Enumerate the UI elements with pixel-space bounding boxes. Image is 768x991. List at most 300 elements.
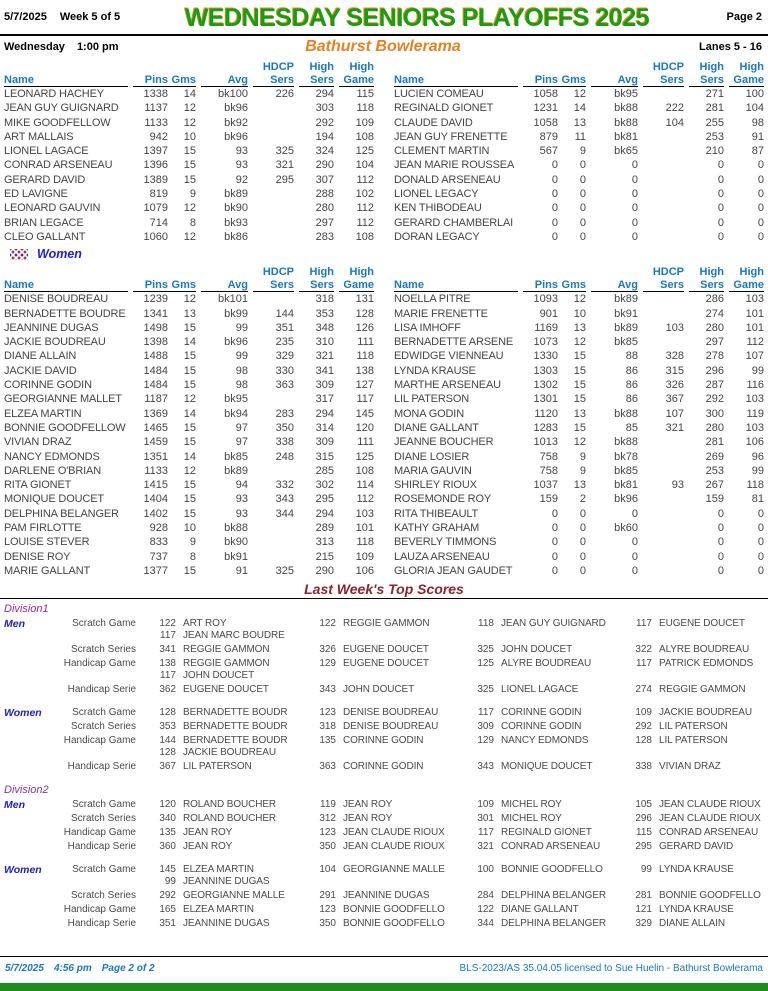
pins-value: 1397: [143, 145, 168, 158]
score-value: 121: [635, 904, 652, 916]
high-game-value: 0: [757, 159, 764, 172]
high-sers-value: 321: [315, 350, 334, 363]
score-line: [4, 747, 764, 759]
hdcp-sers-value: [248, 101, 294, 115]
player-row: [4, 116, 374, 130]
score-value: 117: [160, 630, 176, 642]
high-sers-value: 267: [705, 479, 724, 492]
score-name: JOHN DOUCET: [183, 670, 255, 682]
col-high: High: [739, 61, 764, 73]
col-game: Game: [724, 278, 764, 292]
score-entry: [470, 658, 628, 670]
col-name: Name: [4, 73, 128, 87]
score-entry: [628, 630, 764, 642]
player-name: JACKIE DAVID: [4, 364, 77, 377]
pins-value: 1283: [533, 421, 558, 434]
high-game-value: 106: [355, 564, 374, 577]
score-value: 138: [159, 658, 176, 670]
high-game-value: 125: [355, 450, 374, 463]
spacer: [4, 266, 248, 278]
col-game: Game: [334, 278, 374, 292]
high-game-value: 0: [757, 522, 764, 535]
hdcp-sers-value: [638, 216, 684, 230]
score-entry: [470, 761, 628, 773]
score-value: 123: [319, 707, 336, 719]
hdcp-sers-value: [638, 307, 684, 321]
score-name: ALYRE BOUDREAU: [659, 644, 750, 656]
player-name: DIANE ALLAIN: [4, 350, 77, 363]
score-value: 117: [478, 827, 494, 839]
score-entry: [152, 630, 312, 642]
pins-value: 1330: [533, 350, 558, 363]
week-label: Week 5 of 5: [59, 11, 121, 23]
col-hdcp: HDCP: [652, 61, 684, 73]
gms-value: 0: [579, 173, 586, 186]
pins-value: 1079: [143, 202, 168, 215]
table-header: [394, 278, 764, 292]
high-sers-value: 0: [717, 216, 724, 229]
score-name: EUGENE DOUCET: [343, 644, 429, 656]
col-name: Name: [4, 278, 128, 292]
score-name: BONNIE GOODFELLO: [659, 890, 761, 902]
score-entry: [628, 658, 764, 670]
hdcp-sers-value: [248, 230, 294, 244]
player-name: VIVIAN DRAZ: [4, 436, 72, 449]
hdcp-sers-value: [638, 230, 684, 244]
hdcp-sers-value: [248, 201, 294, 215]
high-game-value: 101: [745, 307, 764, 320]
score-entry: [152, 799, 312, 811]
player-name: LEONARD HACHEY: [4, 88, 104, 100]
high-sers-value: 194: [315, 130, 334, 143]
high-sers-value: 294: [315, 88, 334, 100]
player-row: [394, 292, 764, 306]
player-row: [394, 130, 764, 144]
score-entry: [152, 618, 312, 630]
player-row: [394, 435, 764, 449]
score-value: 122: [477, 904, 494, 916]
score-value: 362: [159, 684, 176, 696]
high-game-value: 118: [356, 102, 374, 115]
gms-value: 0: [579, 522, 586, 535]
pins-value: 1338: [143, 88, 168, 100]
avg-value: bk88: [614, 436, 638, 449]
score-value: 321: [477, 841, 494, 853]
high-sers-value: 317: [315, 393, 334, 406]
player-row: [4, 535, 374, 549]
pins-value: 1498: [143, 321, 168, 334]
score-name: JACKIE BOUDREAU: [659, 707, 752, 719]
footer-page: Page 2 of 2: [101, 963, 155, 974]
avg-value: bk81: [614, 479, 638, 492]
gms-value: 12: [183, 230, 196, 243]
high-game-value: 118: [356, 536, 374, 549]
score-entry: [152, 670, 312, 682]
score-value: 117: [636, 618, 652, 630]
high-sers-value: 300: [705, 407, 724, 420]
avg-value: bk90: [224, 202, 248, 215]
pins-value: 1137: [144, 102, 168, 115]
col-sers: Sers: [638, 278, 684, 292]
avg-value: 0: [631, 159, 638, 172]
pins-value: 1351: [143, 450, 168, 463]
player-name: ART MALLAIS: [4, 130, 74, 143]
high-game-value: 0: [757, 536, 764, 549]
score-entry: [628, 841, 764, 853]
score-entry: [470, 841, 628, 853]
score-line: [4, 644, 764, 656]
gms-value: 15: [183, 564, 196, 577]
hdcp-sers-value: [638, 87, 684, 101]
category-label: [52, 876, 152, 888]
player-name: DIANE LOSIER: [394, 450, 470, 463]
score-entry: [628, 827, 764, 839]
pins-value: 714: [149, 216, 168, 229]
avg-value: bk96: [224, 102, 248, 115]
men-left-table: [4, 61, 374, 244]
high-game-value: 118: [356, 350, 374, 363]
high-sers-value: 0: [717, 202, 724, 215]
pins-value: 1093: [533, 293, 558, 306]
score-entry: [312, 658, 470, 670]
score-value: 291: [319, 890, 336, 902]
score-value: 292: [159, 890, 176, 902]
hdcp-sers-value: [248, 292, 294, 306]
score-line: [4, 813, 764, 825]
score-entry: [470, 890, 628, 902]
high-game-value: 128: [355, 307, 374, 320]
pins-value: 833: [149, 536, 168, 549]
spacer: [394, 266, 638, 278]
score-entry: [312, 630, 470, 642]
men-right-table: [394, 61, 764, 244]
hdcp-sers-value: [248, 464, 294, 478]
pins-value: 1398: [143, 336, 168, 349]
score-value: 104: [319, 864, 336, 876]
high-game-value: 126: [355, 321, 374, 334]
division: [4, 784, 764, 930]
hdcp-sers-value: 104: [665, 116, 684, 129]
avg-value: bk89: [224, 188, 248, 201]
hdcp-sers-value: [638, 173, 684, 187]
high-sers-value: 0: [717, 522, 724, 535]
player-name: CLEO GALLANT: [4, 230, 86, 243]
gms-value: 15: [183, 321, 196, 334]
score-entry: [152, 918, 312, 930]
avg-value: 98: [235, 364, 248, 377]
category-label: Handicap Serie: [67, 841, 136, 853]
high-game-value: 145: [355, 407, 374, 420]
gms-value: 15: [183, 159, 196, 172]
category-label: [52, 670, 152, 682]
score-entry: [628, 890, 764, 902]
player-name: DARLENE O'BRIAN: [4, 464, 102, 477]
score-entry: [312, 827, 470, 839]
player-name: CONRAD ARSENEAU: [4, 159, 113, 172]
high-game-value: 99: [751, 464, 764, 477]
col-pins-gms: Pins Gms: [518, 73, 586, 87]
score-value: 122: [159, 618, 176, 630]
hdcp-sers-value: 103: [665, 321, 684, 334]
col-game: Game: [334, 73, 374, 87]
high-game-value: 103: [355, 507, 374, 520]
avg-value: bk101: [218, 293, 248, 306]
player-name: MARTHE ARSENEAU: [394, 379, 501, 392]
player-name: BRIAN LEGACE: [4, 216, 84, 229]
division-label: Division2: [4, 784, 49, 797]
avg-value: 86: [625, 379, 638, 392]
high-sers-value: 278: [705, 350, 724, 363]
group-label: [4, 644, 52, 656]
hdcp-sers-value: 329: [275, 350, 294, 363]
hdcp-sers-value: 321: [275, 159, 294, 172]
gms-value: 15: [183, 350, 196, 363]
player-name: CLEMENT MARTIN: [394, 145, 490, 158]
high-sers-value: 318: [315, 293, 334, 306]
score-name: GEORGIANNE MALLE: [183, 890, 285, 902]
player-name: SHIRLEY RIOUX: [394, 479, 477, 492]
high-game-value: 103: [745, 293, 764, 306]
score-group: [4, 864, 764, 930]
pins-value: 1013: [533, 436, 558, 449]
player-name: MONIQUE DOUCET: [4, 493, 104, 506]
score-name: CORINNE GODIN: [343, 761, 424, 773]
high-sers-value: 313: [315, 536, 334, 549]
score-entry: [312, 735, 470, 747]
checkered-flag-icon: [10, 249, 28, 260]
score-category: [4, 813, 764, 825]
gms-value: 13: [573, 116, 586, 129]
high-sers-value: 292: [705, 393, 724, 406]
pins-value: 1058: [533, 116, 558, 129]
women-section-header: [0, 244, 768, 262]
score-entry: [470, 904, 628, 916]
player-name: DIANE GALLANT: [394, 421, 479, 434]
avg-value: 0: [631, 230, 638, 243]
score-value: 350: [319, 841, 336, 853]
high-sers-value: 297: [315, 216, 334, 229]
score-value: 329: [635, 918, 652, 930]
avg-value: bk89: [614, 293, 638, 306]
player-name: GLORIA JEAN GAUDET: [394, 564, 513, 577]
avg-value: 0: [631, 564, 638, 577]
high-sers-value: 348: [315, 321, 334, 334]
group-label: [4, 876, 52, 888]
avg-value: 93: [235, 159, 248, 172]
avg-value: 91: [235, 564, 248, 577]
pins-value: 1465: [143, 421, 168, 434]
high-game-value: 106: [745, 436, 764, 449]
high-sers-value: 283: [315, 230, 334, 243]
avg-value: 94: [235, 479, 248, 492]
score-value: 99: [164, 876, 176, 888]
col-hdcp: HDCP: [652, 266, 684, 279]
pins-value: 1459: [143, 436, 168, 449]
player-name: NOELLA PITRE: [394, 293, 471, 306]
score-value: 99: [640, 864, 652, 876]
gms-value: 15: [573, 364, 586, 377]
group-label: [4, 918, 52, 930]
score-name: DENISE BOUDREAU: [343, 707, 439, 719]
score-name: CORINNE GODIN: [501, 707, 582, 719]
score-entry: [152, 644, 312, 656]
score-name: LYNDA KRAUSE: [659, 904, 734, 916]
high-sers-value: 0: [717, 550, 724, 563]
high-game-value: 0: [757, 216, 764, 229]
pins-value: 1133: [144, 464, 168, 477]
hdcp-sers-value: 315: [665, 364, 684, 377]
high-sers-value: 296: [705, 364, 724, 377]
avg-value: bk89: [224, 464, 248, 477]
division: [4, 603, 764, 773]
player-name: JEAN GUY GUIGNARD: [4, 102, 119, 115]
score-value: 343: [319, 684, 336, 696]
player-name: CORINNE GODIN: [4, 379, 92, 392]
score-line: [4, 890, 764, 902]
col-high: High: [309, 61, 334, 73]
score-entry: [628, 813, 764, 825]
player-row: [4, 87, 374, 101]
player-name: RITA GIONET: [4, 479, 72, 492]
hdcp-sers-value: 321: [665, 421, 684, 434]
score-value: 145: [159, 864, 176, 876]
avg-value: 0: [631, 216, 638, 229]
score-name: GERARD DAVID: [659, 841, 734, 853]
hdcp-sers-value: [638, 521, 684, 535]
avg-value: 97: [235, 436, 248, 449]
high-sers-value: 294: [315, 407, 334, 420]
high-game-value: 112: [746, 336, 764, 349]
score-line: [4, 658, 764, 670]
high-sers-value: 274: [705, 307, 724, 320]
table-header-top: [394, 266, 764, 278]
score-value: 309: [477, 721, 494, 733]
score-value: 128: [159, 747, 176, 759]
score-category: [4, 618, 764, 642]
score-category: [4, 761, 764, 773]
group-label: [4, 721, 52, 733]
score-name: JEAN CLAUDE RIOUX: [343, 827, 445, 839]
category-label: Handicap Game: [63, 735, 136, 747]
high-game-value: 112: [356, 216, 374, 229]
avg-value: 86: [625, 393, 638, 406]
player-row: [394, 378, 764, 392]
avg-value: bk93: [224, 216, 248, 229]
player-row: [394, 201, 764, 215]
gms-value: 0: [579, 230, 586, 243]
pins-value: 1415: [143, 479, 168, 492]
pins-value: 1239: [143, 293, 168, 306]
player-row: [4, 564, 374, 578]
score-value: 119: [320, 799, 336, 811]
group-label: [4, 890, 52, 902]
score-entry: [152, 747, 312, 759]
player-name: LISA IMHOFF: [394, 321, 461, 334]
player-name: CLAUDE DAVID: [394, 116, 473, 129]
table-header: [4, 278, 374, 292]
pins-value: 0: [551, 230, 558, 243]
player-row: [4, 492, 374, 506]
score-name: JEAN MARC BOUDRE: [183, 630, 285, 642]
score-value: 118: [478, 618, 494, 630]
player-row: [4, 173, 374, 187]
category-label: Handicap Game: [63, 827, 136, 839]
score-line: [4, 918, 764, 930]
hdcp-sers-value: 351: [275, 321, 294, 334]
group-label: [4, 747, 52, 759]
player-name: MONA GODIN: [394, 407, 465, 420]
gms-value: 12: [183, 464, 196, 477]
gms-value: 13: [183, 307, 196, 320]
score-category: [4, 644, 764, 656]
score-name: CORINNE GODIN: [343, 735, 424, 747]
col-high: High: [349, 61, 374, 73]
high-sers-value: 280: [705, 421, 724, 434]
score-entry: [470, 827, 628, 839]
hdcp-sers-value: 332: [275, 479, 294, 492]
score-name: EUGENE DOUCET: [659, 618, 745, 630]
pins-value: 1301: [533, 393, 558, 406]
col-high: High: [309, 266, 334, 279]
score-value: 292: [635, 721, 652, 733]
player-name: DENISE BOUDREAU: [4, 293, 109, 306]
high-game-value: 103: [745, 421, 764, 434]
player-row: [4, 216, 374, 230]
pins-value: 1058: [533, 88, 558, 100]
score-value: 301: [477, 813, 494, 825]
high-sers-value: 295: [315, 493, 334, 506]
category-label: Scratch Game: [72, 707, 136, 719]
high-sers-value: 255: [705, 116, 724, 129]
pins-value: 1396: [143, 159, 168, 172]
player-row: [394, 421, 764, 435]
score-entry: [152, 684, 312, 696]
player-name: DELPHINA BELANGER: [4, 507, 119, 520]
men-section: [0, 57, 768, 244]
score-value: 100: [477, 864, 494, 876]
gms-value: 12: [183, 293, 196, 306]
player-name: JEANNINE DUGAS: [4, 321, 99, 334]
score-name: CORINNE GODIN: [501, 721, 582, 733]
player-name: MIKE GOODFELLOW: [4, 116, 111, 129]
report-header: [0, 0, 768, 32]
score-entry: [312, 864, 470, 876]
high-sers-value: 0: [717, 173, 724, 186]
report-footer: [5, 963, 763, 974]
score-entry: [312, 918, 470, 930]
high-game-value: 107: [745, 350, 764, 363]
high-game-value: 120: [355, 421, 374, 434]
high-game-value: 108: [355, 130, 374, 143]
score-entry: [312, 721, 470, 733]
venue-name: Bathurst Bowlerama: [305, 38, 461, 55]
pins-value: 901: [539, 307, 558, 320]
score-value: 117: [636, 658, 652, 670]
hdcp-sers-value: [248, 521, 294, 535]
score-name: ROLAND BOUCHER: [183, 813, 277, 825]
player-row: [4, 335, 374, 349]
high-game-value: 127: [355, 379, 374, 392]
gms-value: 15: [183, 173, 196, 186]
score-value: 341: [159, 644, 176, 656]
col-sers: Sers: [248, 73, 294, 87]
score-value: 340: [159, 813, 176, 825]
score-entry: [470, 735, 628, 747]
avg-value: bk88: [614, 407, 638, 420]
score-value: 318: [319, 721, 336, 733]
high-sers-value: 280: [315, 202, 334, 215]
score-name: ELZEA MARTIN: [183, 864, 254, 876]
